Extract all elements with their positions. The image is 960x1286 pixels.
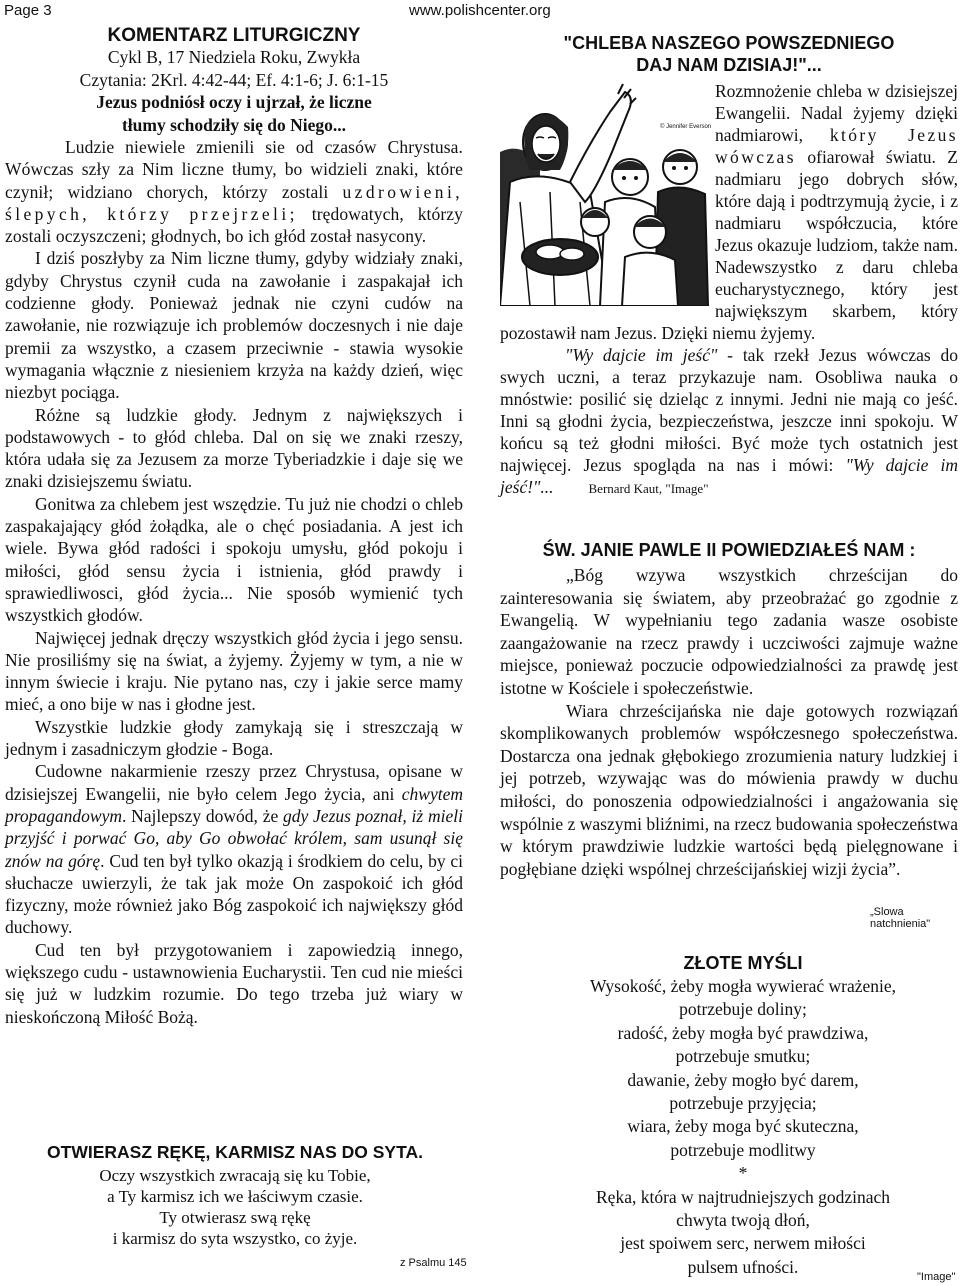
psalm-line: i karmisz do syta wszystko, co żyje. xyxy=(112,1229,358,1248)
thought-line: jest spoiwem serc, nerwem miłości xyxy=(620,1233,866,1254)
commentary-paragraph xyxy=(5,136,463,247)
text-run: . Najlepszy dowód, że xyxy=(122,805,283,826)
spaced-text-run: uzdrowieni, ślepych, którzy przejrzeli; xyxy=(5,181,463,224)
commentary-body xyxy=(5,136,463,1028)
text-run: ofiarował światu. Z nadmiaru jego dobrych słów, które dają i podtrzymują życie, i z nadmiaru współczucia, które Jezus okazuje ludziom, także nam. Nadewszystko z daru chleba eucharystycznego, który jest największym skarbem, który pozostawił nam Jezus. Dzięki niemu żyjemy. xyxy=(500,147,958,343)
page-number: Page 3 xyxy=(4,2,52,19)
golden-thoughts-title: ZŁOTE MYŚLI xyxy=(683,953,803,973)
psalm-source: z Psalmu 145 xyxy=(400,1257,467,1269)
thought-line: potrzebuje modlitwy xyxy=(670,1139,816,1160)
thought-line: pulsem ufności. xyxy=(687,1256,799,1277)
thought-line: wiara, żeby moga być skuteczna, xyxy=(627,1116,859,1137)
thought-separator: * xyxy=(738,1163,748,1184)
text-run: . Cud ten był tylko okazją i środkiem do celu, by ci słuchacze uwierzyli, że tak jak może On zaspokoić ich głód fizyczny, może również jako Bóg zaspokoić ich największy głód duchowy. xyxy=(5,850,463,938)
thought-line: dawanie, żeby mogło być darem, xyxy=(627,1069,859,1090)
text-run: Ludzie niewiele zmienili sie od czasów Chrystusa. Wówczas szły za Nim liczne tłumy, bo widzieli znaki, które czynił; widziano chorych, którzy zostali xyxy=(5,137,463,202)
commentary-title: KOMENTARZ LITURGICZNY xyxy=(107,25,361,46)
commentary-paragraph: Gonitwa za chlebem jest wszędzie. Tu już nie chodzi o chleb zaspakajający głód żołądka, ale o chęć posiadania. A jest ich wiele. Bywa głód radości i spokoju umysłu, głód pokoju i miłości, głód sensu życia i istnienia, głód prawdy i sprawiedliwosci, głód życia... Nie sposób wymienić tych wszystkich głodów. xyxy=(5,493,463,626)
commentary-cycle: Cykl B, 17 Niedziela Roku, Zwykła xyxy=(107,47,361,67)
john-paul-ii-quote xyxy=(500,564,958,880)
commentary-paragraph: I dziś poszłyby za Nim liczne tłumy, gdyby widziały znaki, gdyby Chrystus czynił cuda na zawołanie i zaspakajał ich codzienne głody. Ponieważ jednak nie czyni cudów na zawołanie, nie rozwiązuje ich problemów doczesnych i nie daje premii za wszystko, a czasem przeciwnie - stawia wysokie wymagania włącznie z niesieniem krzyża na każdy dzień, więc niezbyt pociąga. xyxy=(5,248,463,403)
italic-text-run: chwytem propagandowym xyxy=(5,783,463,826)
spaced-text-run: który Jezus wówczas xyxy=(715,125,958,167)
commentary-paragraph: Różne są ludzkie głody. Jednym z największych i podstawowych - to głód chleba. Dal on się we znaki rzeszy, która udała się za Jezusem za morze Tyberiadzkie i daje się we znaki dzisiejszemu światu. xyxy=(5,404,463,492)
daily-bread-title-line-1: "CHLEBA NASZEGO POWSZEDNIEGO xyxy=(563,33,895,53)
illustration-credit: © Jennifer Everson xyxy=(660,124,712,130)
thought-line: radość, żeby mogła być prawdziwa, xyxy=(617,1022,869,1043)
thought-line: chwyta twoją dłoń, xyxy=(676,1210,810,1231)
thought-line: Wysokość, żeby mogła wywierać wrażenie, xyxy=(589,976,897,996)
commentary-quote-line-2: tłumy schodziły się do Niego... xyxy=(121,114,347,135)
italic-text-run: gdy Jezus poznał, iż mieli przyjść i porwać Go, aby Go obwołać królem, sam usunął się znów na górę xyxy=(5,805,463,871)
daily-bread-article xyxy=(500,32,958,500)
psalm-line: Oczy wszystkich zwracają się ku Tobie, xyxy=(99,1166,371,1185)
quote-paragraph: Wiara chrześcijańska nie daje gotowych rozwiązań skomplikowanych problemów współczesnego społeczeństwa. Dostarcza ona jednak głębokiego zrozumienia natury ludzkiej i jej potrzeb, wzywając was do mówienia prawdy w duchu miłości, do ponoszenia odpowiedzialności i angażowania się wspólnie z waszymi bliźnimi, na rzecz budowania społeczeństwa w którym prawdziwie ludzkie wartości będą pielęgnowane i pogłębiane dzięki wspólnej chrześcijańskiej wizji życia”. xyxy=(500,700,958,879)
quote-paragraph: „Bóg wzywa wszystkich chrześcijan do zainteresowania się światem, aby przeobrażać go zgodnie z Ewangelią. W wypełnianiu tego zadania wasze osobiste zaangażowanie na rzecz prawdy i uczciwości zajmuje ważne miejsce, ponieważ poczucie odpowiedzialności za prawdę jest istotne w Kościele i społeczeństwie. xyxy=(500,565,958,698)
text-run: trędowatych, którzy zostali oczyszczeni; głodnych, bo ich głód został nasycony. xyxy=(5,203,463,247)
thought-line: potrzebuje smutku; xyxy=(675,1046,811,1067)
daily-bread-paragraph xyxy=(500,344,958,500)
commentary-paragraph xyxy=(5,760,463,938)
liturgical-commentary xyxy=(5,26,463,1028)
commentary-quote-line-1: Jezus podniósł oczy i ujrzał, że liczne xyxy=(96,92,372,112)
website-url[interactable]: www.polishcenter.org xyxy=(409,2,551,19)
golden-thoughts-source: "Image" xyxy=(917,1271,956,1283)
psalm-line: a Ty karmisz ich we łaściwym czasie. xyxy=(107,1187,363,1206)
commentary-paragraph: Wszystkie ludzkie głody zamykają się i streszczają w jednym i zasadniczym głodzie - Boga. xyxy=(5,716,463,760)
jesus-feeding-crowd-illustration xyxy=(500,82,710,306)
text-run: - tak rzekł Jezus wówczas do swych uczni, a teraz przykazuje nam. Osobliwa nauka o mnóstwie: posilić się dzieląc z innymi. Jedni nie mają co jeść. Inni są głodni życia, bezpieczeństwa, jeszcze inni spokoju. W końcu są też głodni miłości. Być może tych ostatnich jest najwięcej. Jezus spogląda na nas i mówi: xyxy=(500,345,958,475)
text-run: Rozmnożenie chleba w dzisiejszej Ewangelii. Nadal żyjemy dzięki nadmiarowi, xyxy=(715,81,958,145)
psalm-title: OTWIERASZ RĘKĘ, KARMISZ NAS DO SYTA. xyxy=(47,1142,423,1162)
daily-bread-attribution: Bernard Kaut, "Image" xyxy=(588,481,709,496)
thought-line: potrzebuje doliny; xyxy=(679,999,807,1020)
italic-text-run: "Wy dajcie im jeść" xyxy=(565,345,718,365)
commentary-paragraph: Najwięcej jednak dręczy wszystkich głód życia i jego sensu. Nie prosiliśmy się na świat, a żyjemy. Żyjemy w tym, a nie w innym świecie i kraju. Nie pytano nas, czy i jakie serce mamy mieć, a ono bije w nas i głodne jest. xyxy=(5,627,463,715)
commentary-readings: Czytania: 2Krl. 4:42-44; Ef. 4:1-6; J. 6:1-15 xyxy=(79,69,389,90)
commentary-paragraph: Cud ten był przygotowaniem i zapowiedzią innego, większego cudu - ustawnowienia Eucharystii. Ten cud nie mieści się już w ludzkim rozumie. Do tego trzeba już wiary w nieskończoną Miłość Bożą. xyxy=(5,939,463,1027)
thought-line: Ręka, która w najtrudniejszych godzinach xyxy=(596,1186,890,1207)
john-paul-ii-title: ŚW. JANIE PAWLE II POWIEDZIAŁEŚ NAM : xyxy=(542,540,916,560)
golden-thoughts xyxy=(560,975,926,1279)
italic-text-run: "Wy dajcie im jeść!"... xyxy=(500,455,958,497)
thought-line: potrzebuje przyjęcia; xyxy=(669,1093,817,1114)
psalm-line: Ty otwierasz swą rękę xyxy=(159,1208,311,1227)
psalm-section xyxy=(0,1142,470,1249)
quote-source: „Slowa natchnienia" xyxy=(870,906,931,930)
daily-bread-title-line-2: DAJ NAM DZISIAJ!"... xyxy=(636,55,822,75)
text-run: Cudowne nakarmienie rzeszy przez Chrystusa, opisane w dzisiejszej Ewangelii, nie było celem Jego życia, ani xyxy=(5,761,463,804)
